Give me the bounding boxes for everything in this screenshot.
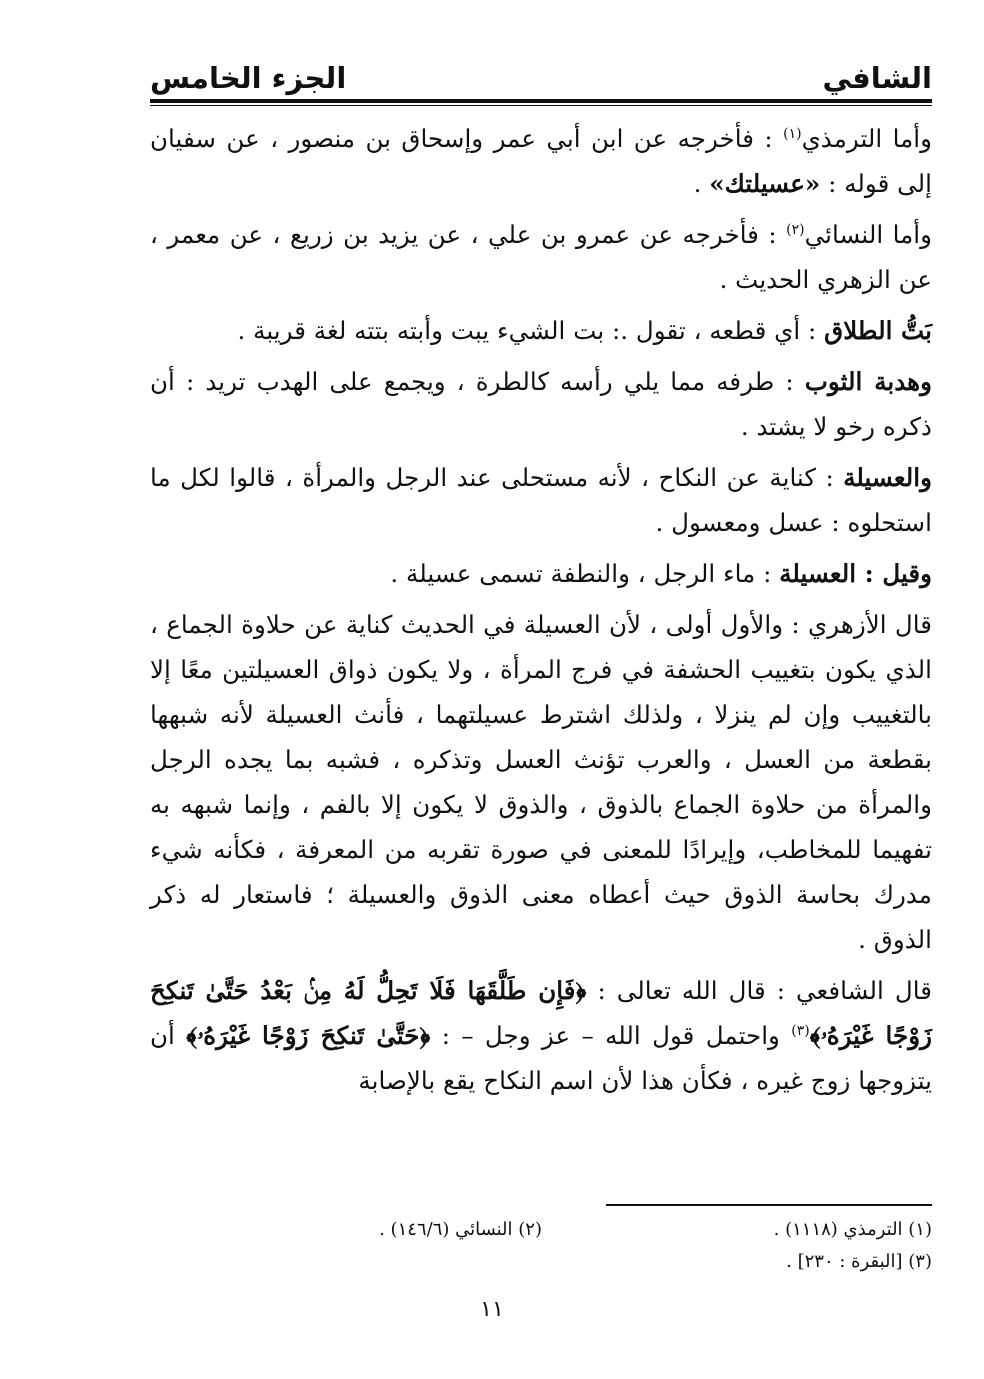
header-volume-title: الجزء الخامس [150, 61, 347, 95]
footnote-row [150, 1246, 932, 1278]
footnote-ref-3: (٣) [791, 1022, 810, 1039]
para-text: : طرفه مما يلي رأسه كالطرة ، ويجمع على الهدب تريد : أن ذكره رخو لا يشتد . [150, 367, 932, 441]
running-header [150, 44, 932, 98]
footnote-2: (٢) النسائي (١٤٦/٦) . [379, 1219, 542, 1240]
footnote-separator [606, 1204, 932, 1206]
paragraph-tirmidhi [150, 116, 932, 206]
main-text [150, 116, 932, 1109]
para-lead: وأما الترمذي [801, 124, 932, 153]
footnotes [150, 1214, 932, 1278]
defined-term: بَتُّ الطلاق [824, 316, 932, 345]
paragraph-qil [150, 551, 932, 596]
defined-term: وهدبة الثوب [804, 367, 932, 396]
para-text: واحتمل قول الله – عز وجل – : [430, 1021, 792, 1050]
footnote-3: (٣) [البقرة : ٢٣٠] . [786, 1251, 932, 1272]
footnote-1: (١) الترمذي (١١١٨) . [773, 1219, 932, 1240]
para-text: : ماء الرجل ، والنطفة تسمى عسيلة . [390, 559, 780, 588]
header-rule-thin [150, 105, 932, 106]
defined-term: وقيل : العسيلة [779, 559, 932, 588]
defined-term: والعسيلة [843, 463, 932, 492]
page-number: ١١ [480, 1297, 504, 1322]
para-text: أن يتزوجها زوج غيره ، فكأن هذا لأن اسم النكاح يقع بالإصابة [150, 1021, 932, 1095]
bold-quote: «عسيلتك» [709, 169, 821, 198]
paragraph-hudba [150, 359, 932, 449]
para-text: : كناية عن النكاح ، لأنه مستحلى عند الرجل والمرأة ، قالوا لكل ما استحلوه : عسل ومعسول . [150, 463, 932, 537]
para-text: قال الأزهري : والأول أولى ، لأن العسيلة في الحديث كناية عن حلاوة الجماع ، الذي يكون بتغييب الحشفة في فرج المرأة ، ولا يكون ذواق العسيلتين معًا إلا بالتغييب وإن لم ينزلا ، ولذلك اشترط عسيلتهما ، فأنث العسيلة لأنه شبهها بقطعة من العسل ، والعرب تؤنث العسل وتذكره ، فشبه بما يجده الرجل والمرأة من حلاوة الجماع بالذوق ، والذوق لا يكون إلا بالفم ، وإنما شبهه به تفهيما للمخاطب، وإيرادًا للمعنى في صورة تقربه من المعرفة ، فكأنه شيء مدرك بحاسة الذوق حيث أعطاه معنى الذوق والعسيلة ؛ فاستعار له ذكر الذوق . [150, 610, 932, 954]
paragraph-nasai [150, 212, 932, 302]
para-text: قال الشافعي : قال الله تعالى : [586, 976, 932, 1005]
para-lead: وأما النسائي [804, 220, 933, 249]
paragraph-usayla [150, 455, 932, 545]
header-book-title: الشافي [822, 61, 932, 95]
paragraph-shafii [150, 968, 932, 1103]
paragraph-batt [150, 308, 932, 353]
header-rule-thick [150, 99, 932, 103]
para-text: : فأخرجه عن عمرو بن علي ، عن يزيد بن زريع ، عن معمر ، عن الزهري الحديث . [150, 220, 932, 294]
paragraph-azhari [150, 602, 932, 962]
quran-verse: ﴿حَتَّىٰ تَنكِحَ زَوْجًا غَيْرَهُۥ﴾ [186, 1021, 431, 1050]
para-tail: . [693, 169, 710, 198]
footnote-row [150, 1214, 932, 1246]
footnote-ref-2: (٢) [786, 221, 805, 238]
quran-verse: ﴿فَإِن طَلَّقَهَا فَلَا تَحِلُّ لَهُ مِنۢ بَعْدُ حَتَّىٰ تَنكِحَ زَوْجًا غَيْرَهُۥ﴾ [150, 976, 932, 1050]
footnote-ref-1: (١) [783, 125, 802, 142]
para-text: : فأخرجه عن ابن أبي عمر وإسحاق بن منصور ، عن سفيان إلى قوله : [150, 124, 932, 198]
para-text: : أي قطعه ، تقول .: بت الشيء يبت وأبته بتته لغة قريبة . [237, 316, 825, 345]
